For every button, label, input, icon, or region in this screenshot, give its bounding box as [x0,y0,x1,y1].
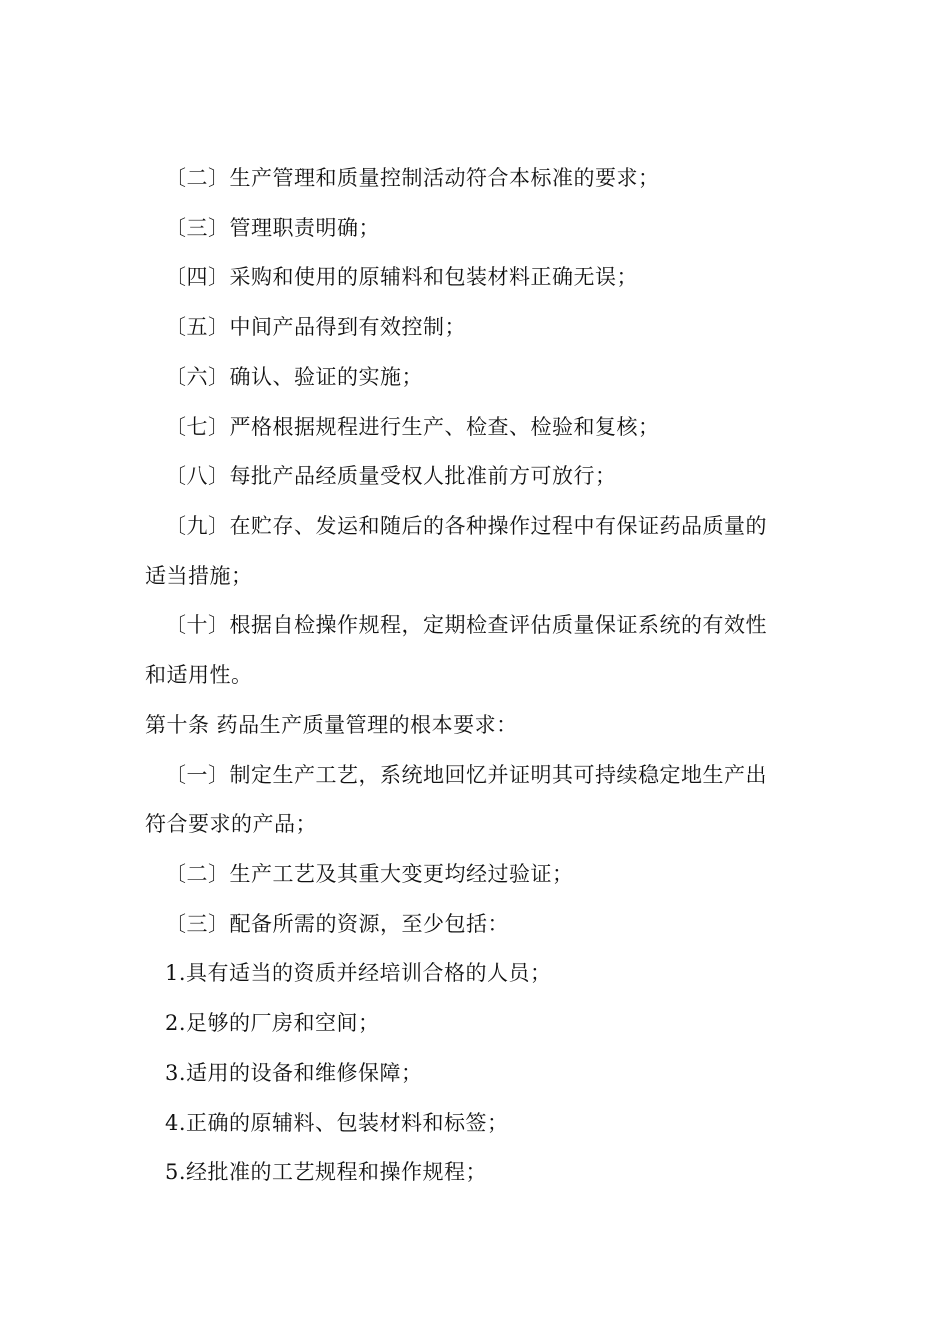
list-item: 2.足够的厂房和空间； [165,1011,380,1035]
text-line: 〔二〕生产管理和质量控制活动符合本标准的要求； [165,166,660,190]
text-line: 〔四〕采购和使用的原辅料和包装材料正确无误； [165,265,638,289]
text-line: 〔八〕每批产品经质量受权人批准前方可放行； [165,464,617,488]
text-line: 〔三〕管理职责明确； [165,216,380,240]
list-item: 3.适用的设备和维修保障； [165,1061,423,1085]
list-item: 4.正确的原辅料、包装材料和标签； [165,1111,509,1135]
text-line: 适当措施； [145,564,253,588]
text-line: 〔十〕根据自检操作规程，定期检查评估质量保证系统的有效性 [165,613,767,637]
text-line: 〔一〕制定生产工艺，系统地回忆并证明其可持续稳定地生产出 [165,763,767,787]
list-item: 1.具有适当的资质并经培训合格的人员； [165,961,552,985]
text-line: 和适用性。 [145,663,253,687]
text-line: 〔二〕生产工艺及其重大变更均经过验证； [165,862,574,886]
text-line: 〔五〕中间产品得到有效控制； [165,315,466,339]
text-line: 符合要求的产品； [145,812,317,836]
list-item: 5.经批准的工艺规程和操作规程； [165,1160,488,1184]
article-heading: 第十条 药品生产质量管理的根本要求： [145,713,518,737]
text-line: 〔六〕确认、验证的实施； [165,365,423,389]
text-line: 〔三〕配备所需的资源，至少包括： [165,912,509,936]
text-line: 〔七〕严格根据规程进行生产、检查、检验和复核； [165,415,660,439]
text-line: 〔九〕在贮存、发运和随后的各种操作过程中有保证药品质量的 [165,514,767,538]
